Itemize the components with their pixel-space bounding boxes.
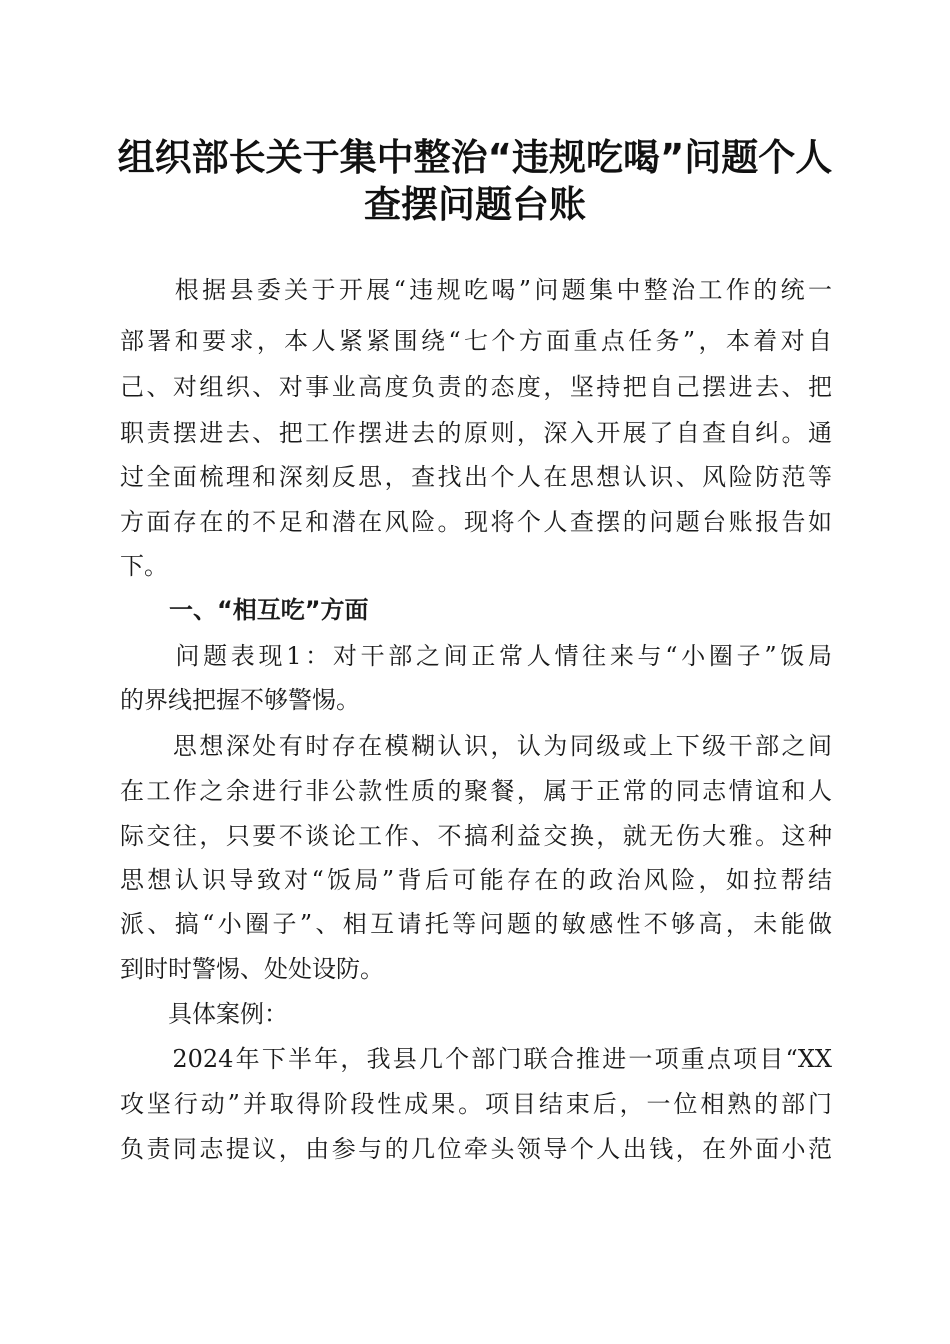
case-line: 负责同志提议，由参与的几位牵头领导个人出钱，在外面小范 <box>120 1135 832 1163</box>
document-title <box>100 134 850 228</box>
analysis-line: 际交往，只要不谈论工作、不搞利益交换，就无伤大雅。这种 <box>120 822 832 850</box>
section-heading: 一、“相互吃”方面 <box>169 596 369 624</box>
body-line: 过全面梳理和深刻反思，查找出个人在思想认识、风险防范等 <box>120 463 832 491</box>
case-label: 具体案例： <box>120 1000 288 1028</box>
analysis-line: 在工作之余进行非公款性质的聚餐，属于正常的同志情谊和人 <box>120 777 832 805</box>
title-line-1: 组织部长关于集中整治“违规吃喝”问题个人 <box>117 136 833 179</box>
analysis-line: 派、搞“小圈子”、相互请托等问题的敏感性不够高，未能做 <box>120 910 832 938</box>
analysis-line: 思想深处有时存在模糊认识，认为同级或上下级干部之间 <box>120 732 832 760</box>
analysis-line: 思想认识导致对“饭局”背后可能存在的政治风险，如拉帮结 <box>120 866 832 894</box>
analysis-line: 到时时警惕、处处设防。 <box>120 955 384 983</box>
case-line: 攻坚行动”并取得阶段性成果。项目结束后，一位相熟的部门 <box>120 1090 832 1118</box>
body-line: 己、对组织、对事业高度负责的态度，坚持把自己摆进去、把 <box>120 373 832 401</box>
body-line: 职责摆进去、把工作摆进去的原则，深入开展了自查自纠。通 <box>120 419 832 447</box>
title-line-2: 查摆问题台账 <box>364 183 586 226</box>
case-line: 2024年下半年，我县几个部门联合推进一项重点项目“XX <box>120 1045 832 1073</box>
problem-line: 问题表现1：对干部之间正常人情往来与“小圈子”饭局 <box>120 642 832 670</box>
body-line: 根据县委关于开展“违规吃喝”问题集中整治工作的统一 <box>120 276 832 304</box>
problem-line: 的界线把握不够警惕。 <box>120 686 360 714</box>
body-line: 方面存在的不足和潜在风险。现将个人查摆的问题台账报告如 <box>120 508 832 536</box>
body-line: 部署和要求，本人紧紧围绕“七个方面重点任务”，本着对自 <box>120 327 832 355</box>
body-line: 下。 <box>120 552 168 580</box>
